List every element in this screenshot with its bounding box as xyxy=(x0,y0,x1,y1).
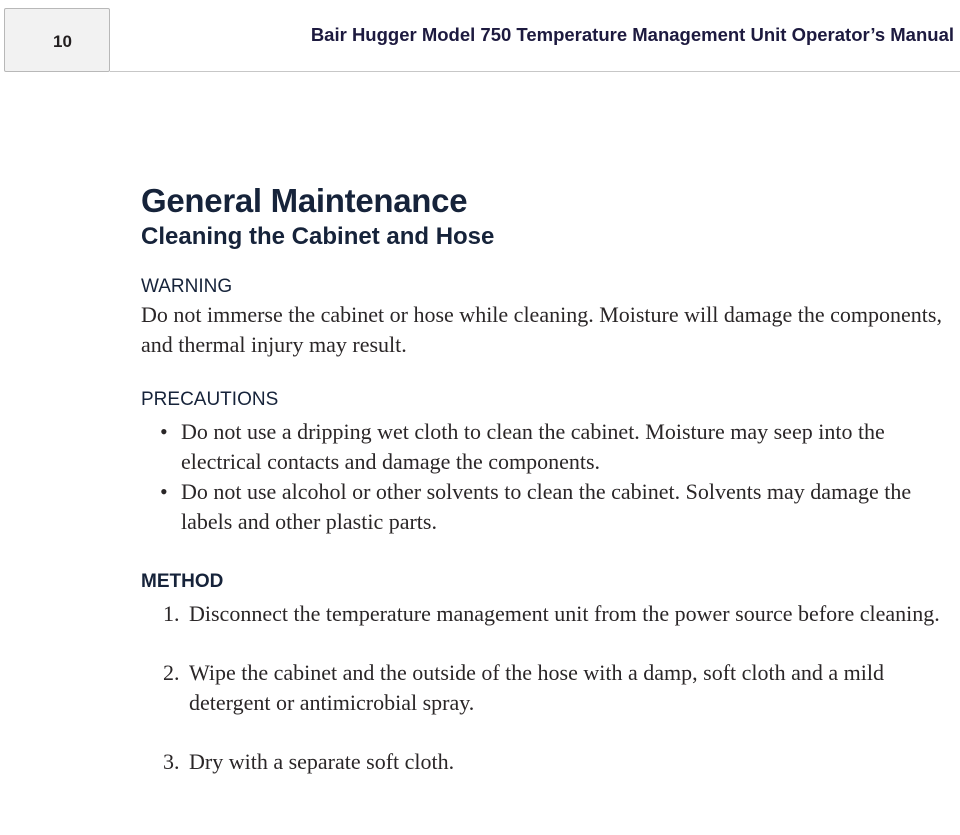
page-number-box xyxy=(4,8,110,72)
section-subtitle: Cleaning the Cabinet and Hose xyxy=(141,223,495,250)
running-title: Bair Hugger Model 750 Temperature Management Unit Operator’s Manual xyxy=(310,24,954,45)
list-item xyxy=(141,658,946,718)
precautions-label: PRECAUTIONS xyxy=(141,389,279,410)
method-steps xyxy=(141,599,946,777)
method-block xyxy=(141,569,946,777)
warning-block xyxy=(141,274,946,360)
page-number: 10 xyxy=(53,32,72,51)
warning-text: Do not immerse the cabinet or hose while cleaning. Moisture will damage the components, and thermal injury may result. xyxy=(141,302,942,357)
warning-label: WARNING xyxy=(141,276,233,297)
precautions-list xyxy=(141,417,946,537)
list-item xyxy=(141,477,946,537)
step-text: Disconnect the temperature management unit from the power source before cleaning. xyxy=(189,601,940,626)
step-text: Wipe the cabinet and the outside of the hose with a damp, soft cloth and a mild detergent or antimicrobial spray. xyxy=(189,660,884,715)
list-item xyxy=(141,417,946,477)
list-item xyxy=(141,747,946,777)
step-number: 3. xyxy=(163,749,180,774)
precautions-block xyxy=(141,387,946,537)
method-label: METHOD xyxy=(141,571,224,592)
list-item xyxy=(141,599,946,629)
header-rule xyxy=(110,71,960,72)
page-content xyxy=(141,180,946,777)
page-header xyxy=(0,8,960,72)
step-number: 1. xyxy=(163,601,180,626)
precaution-text: Do not use alcohol or other solvents to clean the cabinet. Solvents may damage the labels and other plastic parts. xyxy=(181,479,912,534)
step-text: Dry with a separate soft cloth. xyxy=(189,749,455,774)
step-number: 2. xyxy=(163,660,180,685)
precaution-text: Do not use a dripping wet cloth to clean the cabinet. Moisture may seep into the electrical contacts and damage the components. xyxy=(181,419,885,474)
bullet-icon: • xyxy=(160,419,168,444)
section-title: General Maintenance xyxy=(141,182,468,219)
bullet-icon: • xyxy=(160,479,168,504)
